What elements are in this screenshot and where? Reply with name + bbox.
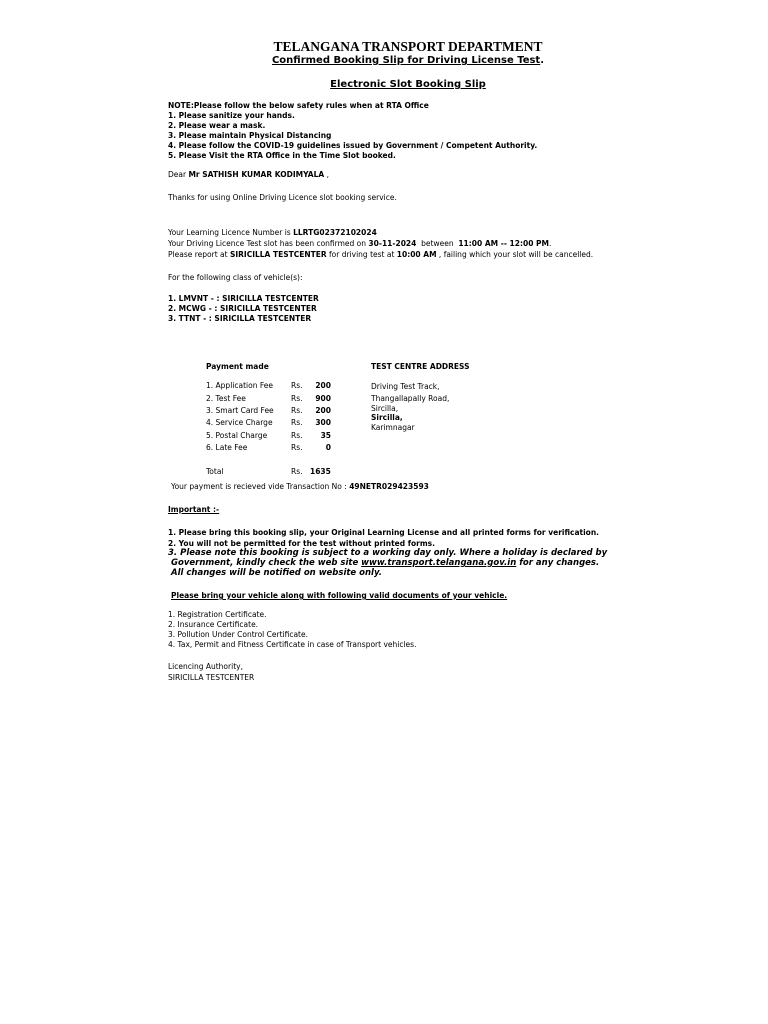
slot-between: between bbox=[416, 239, 459, 248]
report-end: , failing which your slot will be cancelled. bbox=[436, 250, 594, 259]
signature-line: Licencing Authority, bbox=[168, 662, 243, 671]
payment-row-label: 3. Smart Card Fee bbox=[206, 406, 274, 415]
subtitle-period: . bbox=[540, 55, 545, 66]
slip-title: Electronic Slot Booking Slip bbox=[330, 79, 486, 90]
currency-label: Rs. bbox=[291, 431, 303, 440]
document-item: 1. Registration Certificate. bbox=[168, 610, 267, 619]
payment-row-label: 5. Postal Charge bbox=[206, 431, 268, 440]
ll-prefix: Your Learning Licence Number is bbox=[168, 228, 294, 237]
note-item: 2. Please wear a mask. bbox=[168, 121, 266, 130]
test-centre-line: Sircilla, bbox=[371, 404, 399, 413]
slot-confirmed-line bbox=[168, 239, 551, 248]
note-item: 1. Please sanitize your hands. bbox=[168, 111, 295, 120]
transaction-line bbox=[171, 482, 429, 491]
document-item: 2. Insurance Certificate. bbox=[168, 620, 259, 629]
important-heading: Important :- bbox=[168, 505, 220, 514]
payment-total-label: Total bbox=[206, 467, 224, 476]
slot-end: . bbox=[549, 239, 552, 248]
currency-label: Rs. bbox=[291, 381, 303, 390]
important-item: All changes will be notified on website only. bbox=[171, 568, 382, 578]
report-time: 10:00 AM bbox=[396, 250, 437, 259]
test-centre-line: Driving Test Track, bbox=[371, 382, 440, 391]
payment-row-amount: 900 bbox=[315, 394, 331, 403]
currency-label: Rs. bbox=[291, 443, 303, 452]
currency-label: Rs. bbox=[291, 418, 303, 427]
slot-date: 30-11-2024 bbox=[368, 239, 417, 248]
applicant-name: Mr SATHISH KUMAR KODIMYALA bbox=[188, 170, 325, 179]
currency-label: Rs. bbox=[291, 406, 303, 415]
web-suffix: for any changes. bbox=[516, 558, 600, 568]
test-centre-heading: TEST CENTRE ADDRESS bbox=[371, 362, 470, 371]
greeting-suffix: , bbox=[324, 170, 329, 179]
payment-row-label: 4. Service Charge bbox=[206, 418, 273, 427]
transport-website-link[interactable]: www.transport.telangana.gov.in bbox=[361, 558, 517, 568]
signature-line: SIRICILLA TESTCENTER bbox=[168, 673, 255, 682]
web-prefix: Government, kindly check the web site bbox=[171, 558, 362, 568]
important-item: 1. Please bring this booking slip, your Original Learning License and all printed forms for verification. bbox=[168, 528, 600, 537]
currency-label: Rs. bbox=[291, 467, 303, 476]
important-item: 2. You will not be permitted for the test without printed forms. bbox=[168, 539, 435, 548]
department-title: TELANGANA TRANSPORT DEPARTMENT bbox=[273, 39, 543, 54]
note-item: 3. Please maintain Physical Distancing bbox=[168, 131, 332, 140]
payment-row-amount: 200 bbox=[315, 381, 331, 390]
documents-heading: Please bring your vehicle along with following valid documents of your vehicle. bbox=[171, 591, 508, 600]
slot-time: 11:00 AM -- 12:00 PM bbox=[458, 239, 549, 248]
payment-row-amount: 0 bbox=[325, 443, 331, 452]
greeting-prefix: Dear bbox=[168, 170, 189, 179]
transaction-prefix: Your payment is recieved vide Transaction No : bbox=[171, 482, 350, 491]
report-prefix: Please report at bbox=[168, 250, 230, 259]
transaction-number: 49NETR029423593 bbox=[349, 482, 429, 491]
report-line bbox=[168, 250, 593, 259]
test-centre-line: Karimnagar bbox=[371, 423, 415, 432]
payment-row-label: 6. Late Fee bbox=[206, 443, 248, 452]
important-item-web bbox=[171, 558, 599, 568]
note-item: 4. Please follow the COVID-19 guidelines issued by Government / Competent Authority. bbox=[168, 141, 538, 150]
report-mid: for driving test at bbox=[326, 250, 397, 259]
subtitle-text: Confirmed Booking Slip for Driving License Test bbox=[271, 55, 541, 66]
vehicle-class-item: 3. TTNT - : SIRICILLA TESTCENTER bbox=[168, 314, 312, 323]
payment-row-amount: 300 bbox=[315, 418, 331, 427]
note-heading: NOTE:Please follow the below safety rules when at RTA Office bbox=[168, 101, 429, 110]
document-item: 4. Tax, Permit and Fitness Certificate in case of Transport vehicles. bbox=[168, 640, 417, 649]
vehicle-class-item: 2. MCWG - : SIRICILLA TESTCENTER bbox=[168, 304, 317, 313]
learning-licence-line bbox=[168, 228, 377, 237]
payment-row-label: 2. Test Fee bbox=[206, 394, 246, 403]
booking-slip-subtitle bbox=[0, 55, 768, 66]
important-item: 3. Please note this booking is subject to a working day only. Where a holiday is declared by bbox=[168, 548, 608, 558]
document-item: 3. Pollution Under Control Certificate. bbox=[168, 630, 308, 639]
note-item: 5. Please Visit the RTA Office in the Time Slot booked. bbox=[168, 151, 396, 160]
payment-row-label: 1. Application Fee bbox=[206, 381, 273, 390]
vehicle-class-item: 1. LMVNT - : SIRICILLA TESTCENTER bbox=[168, 294, 319, 303]
slot-prefix: Your Driving Licence Test slot has been confirmed on bbox=[168, 239, 369, 248]
payment-heading: Payment made bbox=[206, 362, 269, 371]
ll-number: LLRTG02372102024 bbox=[293, 228, 377, 237]
greeting bbox=[168, 170, 329, 179]
payment-row-amount: 200 bbox=[315, 406, 331, 415]
report-center: SIRICILLA TESTCENTER bbox=[229, 250, 327, 259]
currency-label: Rs. bbox=[291, 394, 303, 403]
payment-row-amount: 35 bbox=[320, 431, 331, 440]
payment-total-amount: 1635 bbox=[310, 467, 331, 476]
test-centre-line: Thangallapally Road, bbox=[371, 394, 450, 403]
thanks-text: Thanks for using Online Driving Licence slot booking service. bbox=[168, 193, 397, 202]
test-centre-line: Sircilla, bbox=[371, 413, 403, 422]
vehicle-class-intro: For the following class of vehicle(s): bbox=[168, 273, 303, 282]
